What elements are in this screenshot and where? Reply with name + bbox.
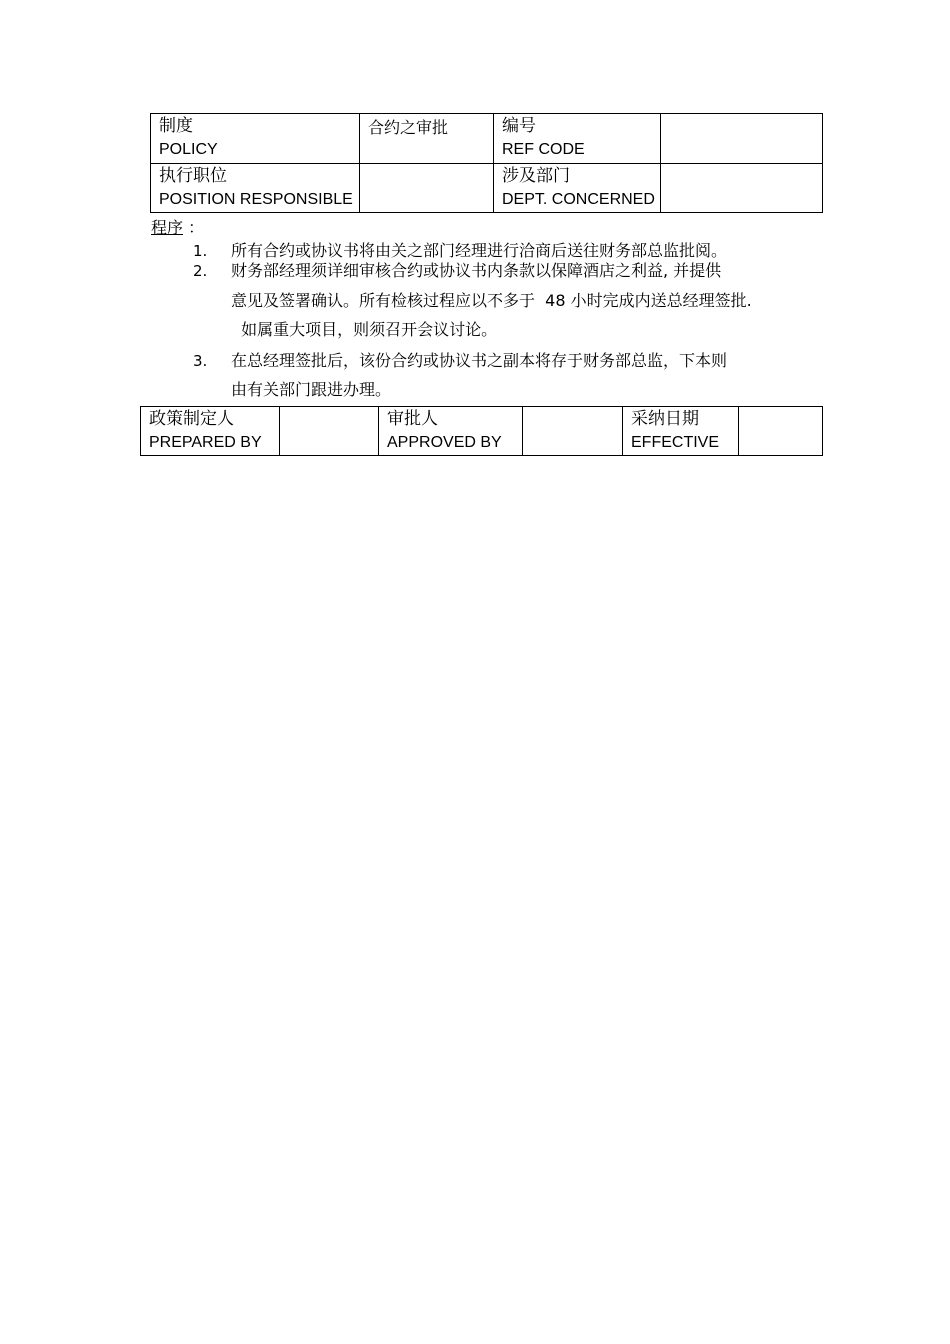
ref-code-label-cell	[494, 114, 661, 164]
dept-label-cell	[494, 164, 661, 213]
step-3-number: 3.	[193, 352, 208, 370]
ref-code-value-cell	[661, 114, 823, 164]
step-2-line-1: 财务部经理须详细审核合约或协议书内条款以保障酒店之利益, 并提供	[231, 261, 722, 280]
ref-code-label-cn: 编号	[502, 116, 536, 136]
step-2-number: 2.	[193, 262, 208, 280]
approved-label-cell	[379, 407, 523, 456]
prepared-label-en: PREPARED BY	[149, 434, 262, 451]
policy-value-cell	[360, 114, 494, 164]
policy-label-cn: 制度	[159, 116, 193, 136]
position-label-en: POSITION RESPONSIBLE	[159, 191, 353, 208]
step-1-line-1: 所有合约或协议书将由关之部门经理进行洽商后送往财务部总监批阅。	[231, 241, 728, 260]
prepared-label-cell	[141, 407, 280, 456]
policy-label-cell	[151, 114, 360, 164]
prepared-value-cell	[280, 407, 379, 456]
position-row	[151, 164, 823, 213]
effective-label-en: EFFECTIVE	[631, 434, 720, 451]
dept-value-cell	[661, 164, 823, 213]
policy-row	[151, 114, 823, 164]
step-3-line-2: 由有关部门跟进办理。	[231, 380, 392, 399]
procedure-heading-text: 程序	[151, 218, 184, 237]
dept-label-en: DEPT. CONCERNED	[502, 191, 655, 208]
approved-value-cell	[523, 407, 623, 456]
procedure-heading-colon: ：	[188, 218, 205, 237]
prepared-label-cn: 政策制定人	[149, 409, 234, 429]
policy-label-en: POLICY	[159, 141, 218, 158]
effective-label-cell	[623, 407, 739, 456]
approved-label-en: APPROVED BY	[387, 434, 502, 451]
signoff-table	[140, 406, 823, 456]
effective-label-cn: 采纳日期	[631, 409, 699, 429]
step-2-line-2: 意见及签署确认。所有检核过程应以不多于 48 小时完成内送总经理签批.	[231, 291, 752, 310]
approved-label-cn: 审批人	[387, 409, 438, 429]
signoff-row	[141, 407, 823, 456]
position-value-cell	[360, 164, 494, 213]
ref-code-label-en: REF CODE	[502, 141, 585, 158]
effective-value-cell	[739, 407, 823, 456]
policy-header-table	[150, 113, 823, 213]
step-2-line-3: 如属重大项目，则须召开会议讨论。	[231, 320, 498, 339]
step-3-line-1: 在总经理签批后，该份合约或协议书之副本将存于财务部总监，下本则	[231, 351, 728, 370]
position-label-cn: 执行职位	[159, 166, 227, 186]
position-label-cell	[151, 164, 360, 213]
policy-value: 合约之审批	[368, 118, 449, 137]
step-1-number: 1.	[193, 242, 208, 260]
dept-label-cn: 涉及部门	[502, 166, 570, 186]
